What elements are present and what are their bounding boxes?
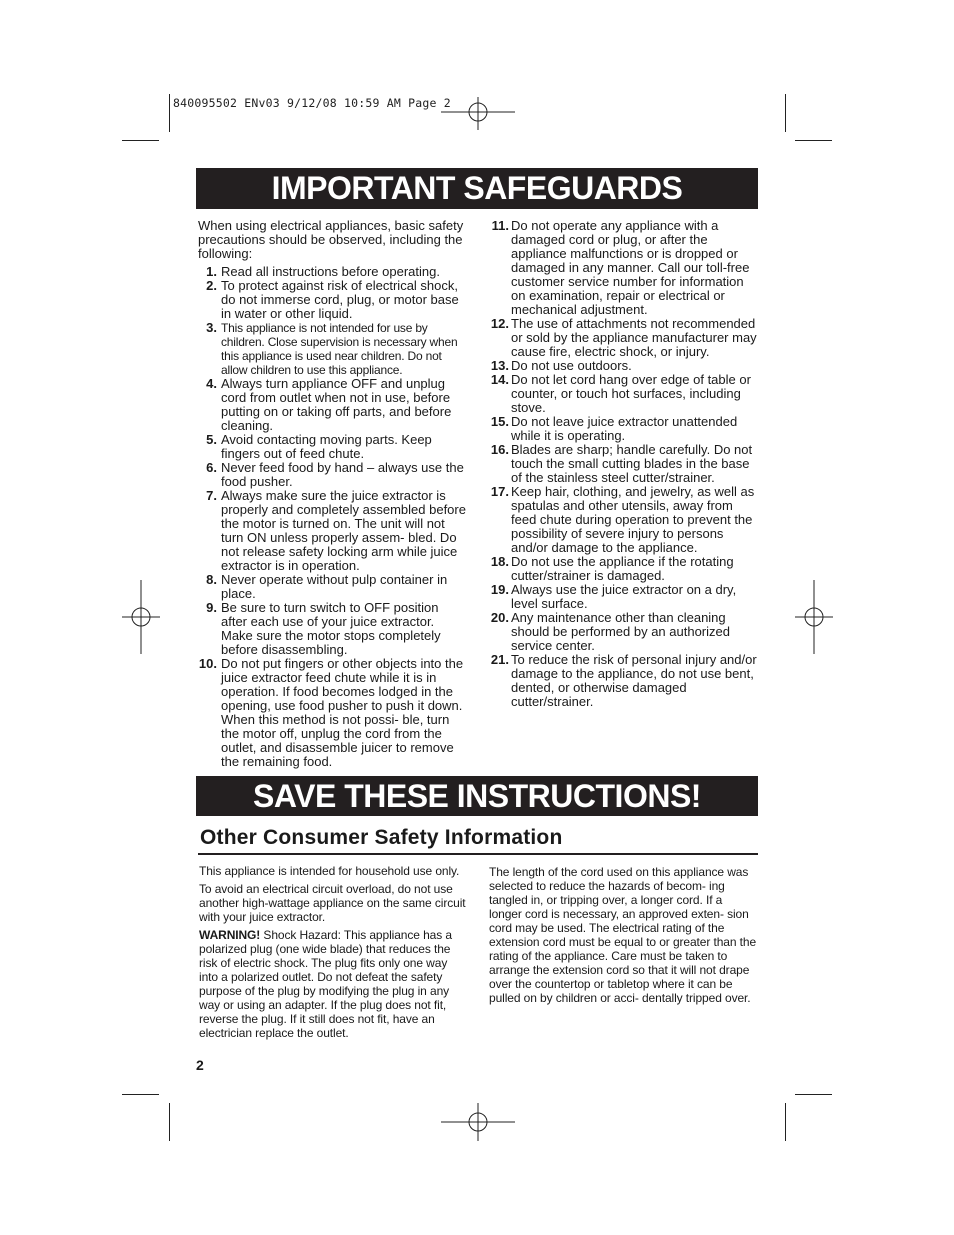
item-number: 6. [206,460,217,475]
list-item [486,359,758,373]
item-text: Always turn appliance OFF and unplug cord from outlet when not in use, before putting on or taking off parts, and before cleaning. [221,376,452,433]
item-number: 13. [490,358,509,373]
item-number: 11. [491,218,509,233]
item-number: 5. [206,432,217,447]
crop-mark-bottom-left-v [169,1103,170,1141]
item-text: Always use the juice extractor on a dry, level surface. [511,582,737,611]
item-text: Do not use outdoors. [511,358,632,373]
item-number: 18. [490,554,509,569]
registration-mark-bottom [441,1103,515,1141]
crop-mark-bottom-right-v [785,1103,786,1141]
section-rule [198,853,758,855]
item-text: To protect against risk of electrical shock, do not immerse cord, plug, or motor base in water or other liquid. [221,278,459,321]
circuit-overload-paragraph: To avoid an electrical circuit overload, do not use another high-wattage appliance on the same circuit with your juice extractor. [199,882,466,924]
list-item [486,317,758,359]
list-item [486,373,758,415]
list-item [486,555,758,583]
crop-mark-top-left-h [122,140,159,141]
safeguards-right-column [486,219,758,709]
crop-mark-top-left-v [169,94,170,132]
item-number: 17. [490,484,509,499]
item-number: 10. [198,656,217,671]
list-item [486,443,758,485]
item-number: 8. [206,572,217,587]
info-left-column [199,864,467,1044]
item-text: Read all instructions before operating. [221,264,440,279]
item-text: Do not leave juice extractor unattended while it is operating. [511,414,738,443]
safeguards-left-column [198,219,466,769]
registration-mark-right [795,580,833,654]
info-right-column [489,865,757,1009]
list-item [198,433,466,461]
list-item [198,601,466,657]
item-text: Always make sure the juice extractor is properly and completely assembled before the motor is turned on. The unit will not turn ON unless properly assem- bled. Do not release safety locking arm while juice extractor is in operation. [221,488,466,573]
list-item [198,461,466,489]
page-number: 2 [196,1057,204,1073]
list-item [198,279,466,321]
list-item [198,657,466,769]
safeguards-list-left [198,265,466,769]
household-use-paragraph: This appliance is intended for household use only. [199,864,460,878]
crop-mark-top-right-v [785,94,786,132]
crop-mark-bottom-right-h [795,1094,832,1095]
item-number: 12. [490,316,509,331]
item-number: 3. [206,320,217,335]
list-item [198,573,466,601]
item-text: Do not operate any appliance with a damaged cord or plug, or after the appliance malfunctions or is dropped or damaged in any manner. Call our toll-free customer service number for information on examination, repair or electrical or mechanical adjustment. [511,218,750,317]
list-item [486,653,758,709]
list-item [486,485,758,555]
warning-label: WARNING! [199,928,261,942]
list-item [486,219,758,317]
item-number: 4. [206,376,217,391]
cord-length-paragraph: The length of the cord used on this appliance was selected to reduce the hazards of becom- ing tangled in, or tripping over, a longer cord. If a longer cord is necessary, an approved exten- sion cord may be used. The electrical rating of the extension cord must be equal to or greater than the rating of the appliance. Care must be taken to arrange the extension cord so that it will not drape over the countertop or tabletop where it can be pulled on by children or acci- dentally tripped over. [489,865,757,1005]
item-text: To reduce the risk of personal injury and/or damage to the appliance, do not use bent, dented, or otherwise damaged cutter/strainer. [511,652,757,709]
item-text: The use of attachments not recommended or sold by the appliance manufacturer may cause fire, electric shock, or injury. [511,316,757,359]
list-item [198,265,466,279]
list-item [486,415,758,443]
item-number: 21. [490,652,509,667]
crop-mark-bottom-left-h [122,1094,159,1095]
registration-mark-top [441,97,515,135]
item-number: 7. [206,488,217,503]
item-number: 19. [490,582,509,597]
item-text: Be sure to turn switch to OFF position after each use of your juice extractor. Make sure the motor stops completely before disassembling. [221,600,441,657]
item-text: Do not let cord hang over edge of table or counter, or touch hot surfaces, including stove. [511,372,751,415]
registration-mark-left [122,580,160,654]
item-text: Blades are sharp; handle carefully. Do not touch the small cutting blades in the base of the stainless steel cutter/strainer. [511,442,753,485]
list-item [198,321,466,377]
warning-text: Shock Hazard: This appliance has a polarized plug (one wide blade) that reduces the risk of electric shock. The plug fits only one way into a polarized outlet. Do not defeat the safety purpose of the plug by modifying the plug in any way or using an adapter. If the plug does not fit, reverse the plug. If it still does not fit, have an electrician replace the outlet. [199,928,452,1040]
list-item [198,377,466,433]
item-text: Keep hair, clothing, and jewelry, as well as spatulas and other utensils, away from feed chute during operation to prevent the possibility of severe injury to persons and/or damage to the appliance. [511,484,755,555]
item-text: This appliance is not intended for use by children. Close supervision is necessary when this appliance is used near children. Do not allow children to use this appliance. [221,321,458,377]
item-number: 14. [490,372,509,387]
item-number: 16. [490,442,509,457]
item-text: Never operate without pulp container in place. [221,572,448,601]
intro-text: When using electrical appliances, basic safety precautions should be observed, including the following: [198,218,464,261]
item-number: 20. [490,610,509,625]
slug-line: 840095502 ENv03 9/12/08 10:59 AM Page 2 [173,96,451,110]
item-number: 9. [206,600,217,615]
item-number: 15. [490,414,509,429]
item-number: 1. [206,264,217,279]
list-item [486,611,758,653]
crop-mark-top-right-h [795,140,832,141]
list-item [486,583,758,611]
section-heading: Other Consumer Safety Information [200,826,563,849]
list-item [198,489,466,573]
warning-paragraph [199,928,467,1040]
item-text: Do not put fingers or other objects into the juice extractor feed chute while it is in operation. If food becomes lodged in the opening, use food pusher to push it down. When this method is not possi- ble, turn the motor off, unplug the cord from the outlet, and disassemble juicer to remove the remaining food. [221,656,464,769]
item-text: Any maintenance other than cleaning should be performed by an authorized service center. [511,610,730,653]
important-safeguards-banner: IMPORTANT SAFEGUARDS [196,168,758,209]
save-instructions-banner: SAVE THESE INSTRUCTIONS! [196,776,758,816]
item-text: Do not use the appliance if the rotating cutter/strainer is damaged. [511,554,734,583]
item-text: Never feed food by hand – always use the food pusher. [221,460,464,489]
item-number: 2. [206,278,217,293]
item-text: Avoid contacting moving parts. Keep fingers out of feed chute. [221,432,432,461]
safeguards-list-right [486,219,758,709]
